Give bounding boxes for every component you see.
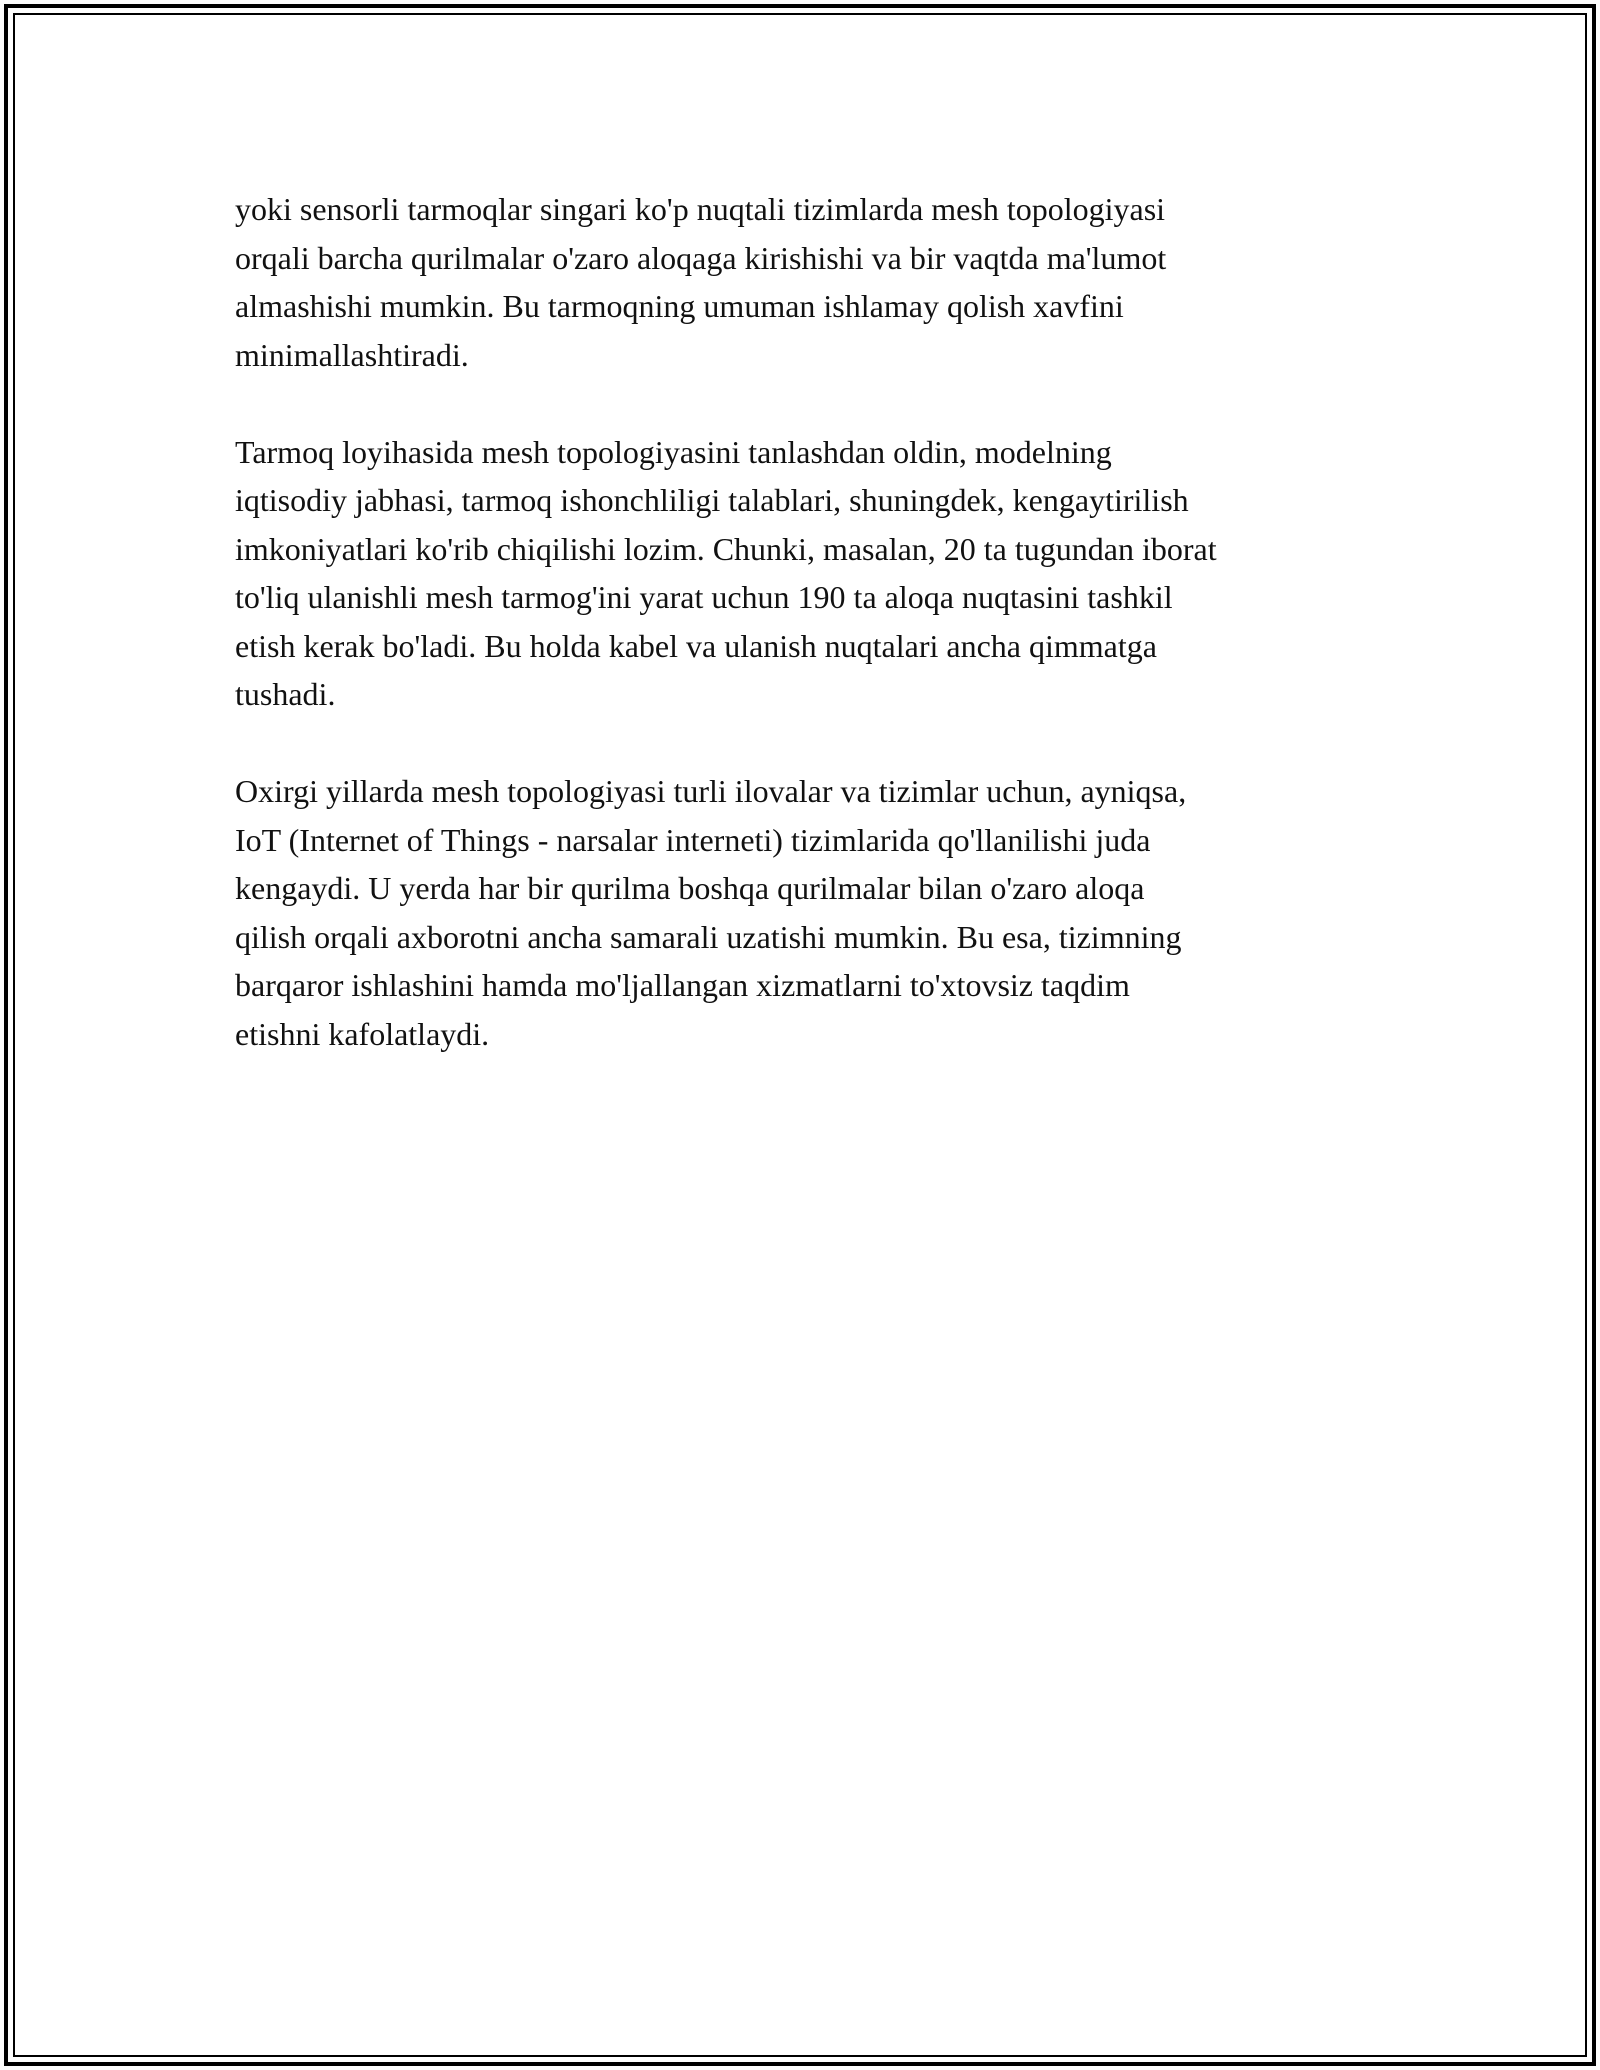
paragraph-3: Oxirgi yillarda mesh topologiyasi turli ilovalar va tizimlar uchun, ayniqsa, IoT (Internet of Things - narsalar interneti) tizimlarida qo'llanilishi juda kengaydi. U yerda har bir qurilma boshqa qurilmalar bilan o'zaro aloqa qilish orqali axborotni ancha samarali uzatishi mumkin. Bu esa, tizimning barqaror ishlashini hamda mo'ljallangan xizmatlarni to'xtovsiz taqdim etishni kafolatlaydi. [235,773,1187,1052]
paragraph-1: yoki sensorli tarmoqlar singari ko'p nuqtali tizimlarda mesh topologiyasi orqali barcha qurilmalar o'zaro aloqaga kirishishi va bir vaqtda ma'lumot almashishi mumkin. Bu tarmoqning umuman ishlamay qolish xavfini minimallashtiradi. [235,191,1167,373]
paragraph-2: Tarmoq loyihasida mesh topologiyasini tanlashdan oldin, modelning iqtisodiy jabhasi, tarmoq ishonchliligi talablari, shuningdek, kengaytirilish imkoniyatlari ko'rib chiqilishi lozim. Chunki, masalan, 20 ta tugundan iborat to'liq ulanishli mesh tarmog'ini yarat uchun 190 ta aloqa nuqtasini tashkil etish kerak bo'ladi. Bu holda kabel va ulanish nuqtalari ancha qimmatga tushadi. [235,433,1217,712]
document-body [235,185,1385,1107]
